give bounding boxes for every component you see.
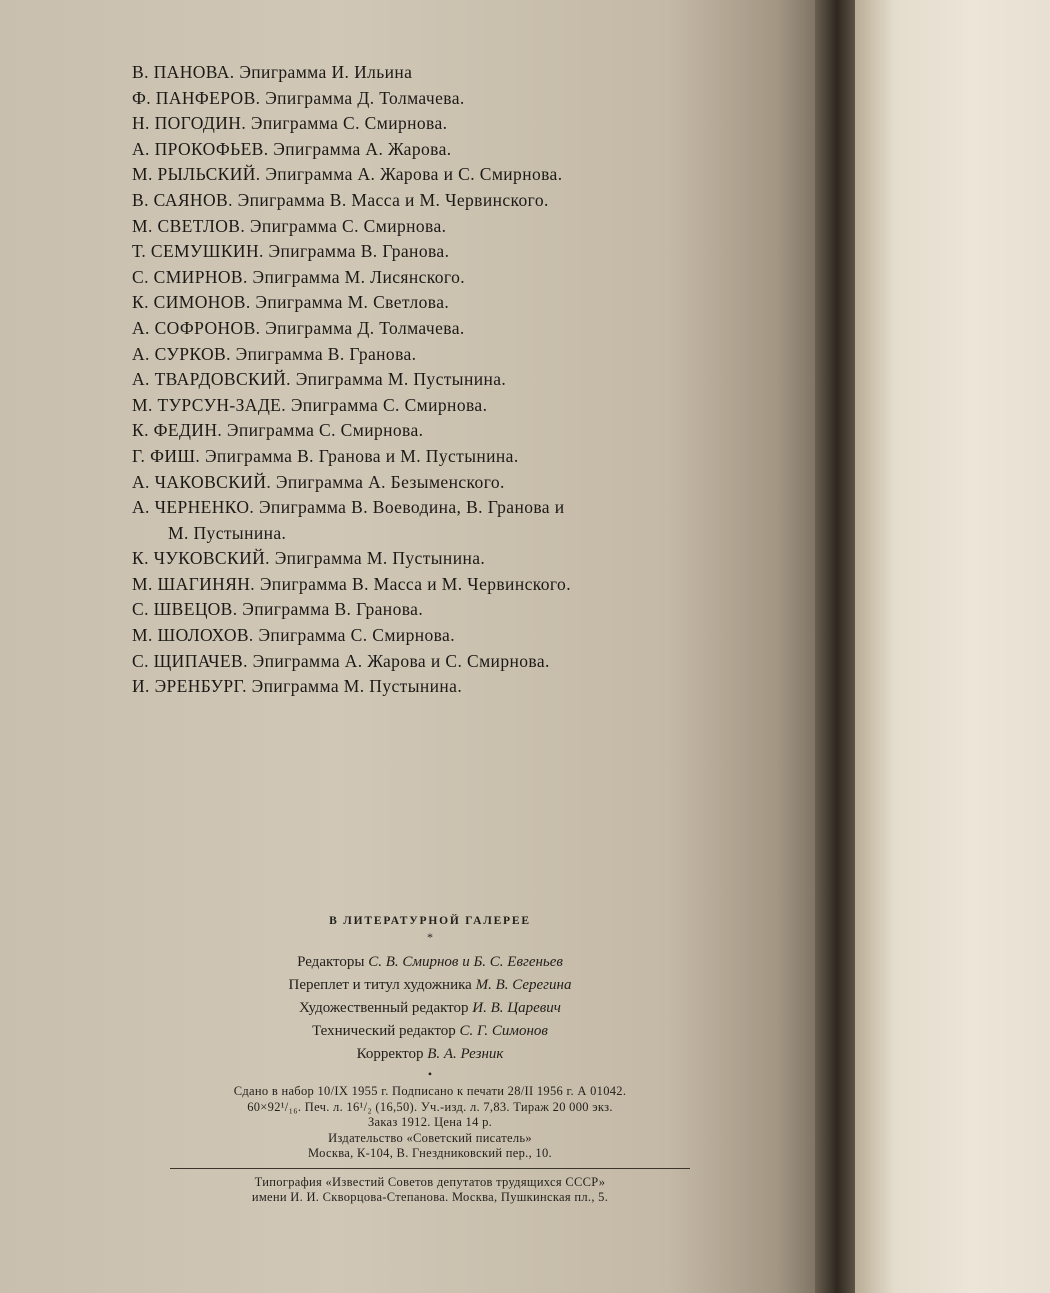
credit-names: В. А. Резник xyxy=(427,1046,504,1062)
print-info-line: Издательство «Советский писатель» xyxy=(328,1130,532,1145)
contents-entry: М. ШАГИНЯН. Эпиграмма В. Масса и М. Червинского. xyxy=(132,573,571,594)
credit-names: С. В. Смирнов и Б. С. Евгеньев xyxy=(368,954,563,970)
contents-entry: В. ПАНОВА. Эпиграмма И. Ильина xyxy=(132,62,413,82)
divider xyxy=(170,1168,690,1169)
credit-role: Редакторы xyxy=(297,954,365,970)
contents-entry: А. ПРОКОФЬЕВ. Эпиграмма А. Жарова. xyxy=(132,138,452,159)
print-info-line: Сдано в набор 10/IX 1955 г. Подписано к печати 28/II 1956 г. А 01042. xyxy=(233,1084,627,1098)
credit-role: Художественный редактор xyxy=(299,1000,469,1016)
credit-role: Корректор xyxy=(356,1046,424,1062)
contents-list xyxy=(132,60,752,700)
contents-entry: А. ЧАКОВСКИЙ. Эпиграмма А. Безыменского. xyxy=(132,471,505,492)
credit-proofreader xyxy=(150,1043,710,1066)
contents-entry: К. СИМОНОВ. Эпиграмма М. Светлова. xyxy=(132,292,450,313)
facing-page xyxy=(855,0,1050,1293)
contents-entry: А. ТВАРДОВСКИЙ. Эпиграмма М. Пустынина. xyxy=(132,369,507,390)
contents-entry-line-2: М. Пустынина. xyxy=(168,522,287,543)
ornament-dot: • xyxy=(427,1067,433,1081)
contents-entry: Н. ПОГОДИН. Эпиграмма С. Смирнова. xyxy=(132,113,448,134)
credit-names: М. В. Серегина xyxy=(475,977,572,993)
credit-editors xyxy=(150,951,710,974)
contents-entry-line-1: А. ЧЕРНЕНКО. Эпиграмма В. Воеводина, В. Гранова и xyxy=(132,497,565,518)
credit-role: Переплет и титул художника xyxy=(288,977,472,993)
printer-info-line: имени И. И. Скворцова-Степанова. Москва, Пушкинская пл., 5. xyxy=(251,1190,609,1204)
contents-entry: С. ЩИПАЧЕВ. Эпиграмма А. Жарова и С. Смирнова. xyxy=(132,650,550,671)
contents-entry: А. СУРКОВ. Эпиграмма В. Гранова. xyxy=(132,343,417,364)
credit-artist xyxy=(150,974,710,997)
contents-entry: С. ШВЕЦОВ. Эпиграмма В. Гранова. xyxy=(132,599,424,620)
contents-entry: Г. ФИШ. Эпиграмма В. Гранова и М. Пустынина. xyxy=(132,445,519,466)
contents-entry: И. ЭРЕНБУРГ. Эпиграмма М. Пустынина. xyxy=(132,676,463,697)
contents-entry: Ф. ПАНФЕРОВ. Эпиграмма Д. Толмачева. xyxy=(132,87,465,108)
contents-entry: С. СМИРНОВ. Эпиграмма М. Лисянского. xyxy=(132,266,465,287)
contents-entry: М. СВЕТЛОВ. Эпиграмма С. Смирнова. xyxy=(132,215,447,236)
credit-role: Технический редактор xyxy=(312,1023,456,1039)
contents-entry: К. ЧУКОВСКИЙ. Эпиграмма М. Пустынина. xyxy=(132,548,486,569)
contents-entry: М. ШОЛОХОВ. Эпиграмма С. Смирнова. xyxy=(132,625,456,646)
contents-entry: М. ТУРСУН-ЗАДЕ. Эпиграмма С. Смирнова. xyxy=(132,394,488,415)
series-title: В ЛИТЕРАТУРНОЙ ГАЛЕРЕЕ xyxy=(329,915,531,927)
colophon xyxy=(150,915,710,1206)
credit-art-editor xyxy=(150,997,710,1020)
credit-names: С. Г. Симонов xyxy=(459,1023,548,1039)
contents-entry-wrapped xyxy=(132,495,752,546)
contents-entry: Т. СЕМУШКИН. Эпиграмма В. Гранова. xyxy=(132,241,450,262)
print-info-line: 60×92¹/₁₆. Печ. л. 16¹/₂ (16,50). Уч.-изд. л. 7,83. Тираж 20 000 экз. xyxy=(247,1099,613,1114)
contents-entry: К. ФЕДИН. Эпиграмма С. Смирнова. xyxy=(132,420,424,441)
print-info-line: Заказ 1912. Цена 14 р. xyxy=(367,1115,493,1129)
book-gutter xyxy=(815,0,855,1293)
credit-names: И. В. Царевич xyxy=(472,1000,561,1016)
contents-entry: А. СОФРОНОВ. Эпиграмма Д. Толмачева. xyxy=(132,317,465,338)
print-info-line: Москва, К-104, В. Гнездниковский пер., 10. xyxy=(308,1146,552,1160)
ornament-asterisk: * xyxy=(427,930,433,944)
contents-entry: В. САЯНОВ. Эпиграмма В. Масса и М. Червинского. xyxy=(132,189,549,210)
credit-tech-editor xyxy=(150,1020,710,1043)
contents-entry: М. РЫЛЬСКИЙ. Эпиграмма А. Жарова и С. Смирнова. xyxy=(132,164,563,185)
printer-info-line: Типография «Известий Советов депутатов трудящихся СССР» xyxy=(254,1174,606,1189)
